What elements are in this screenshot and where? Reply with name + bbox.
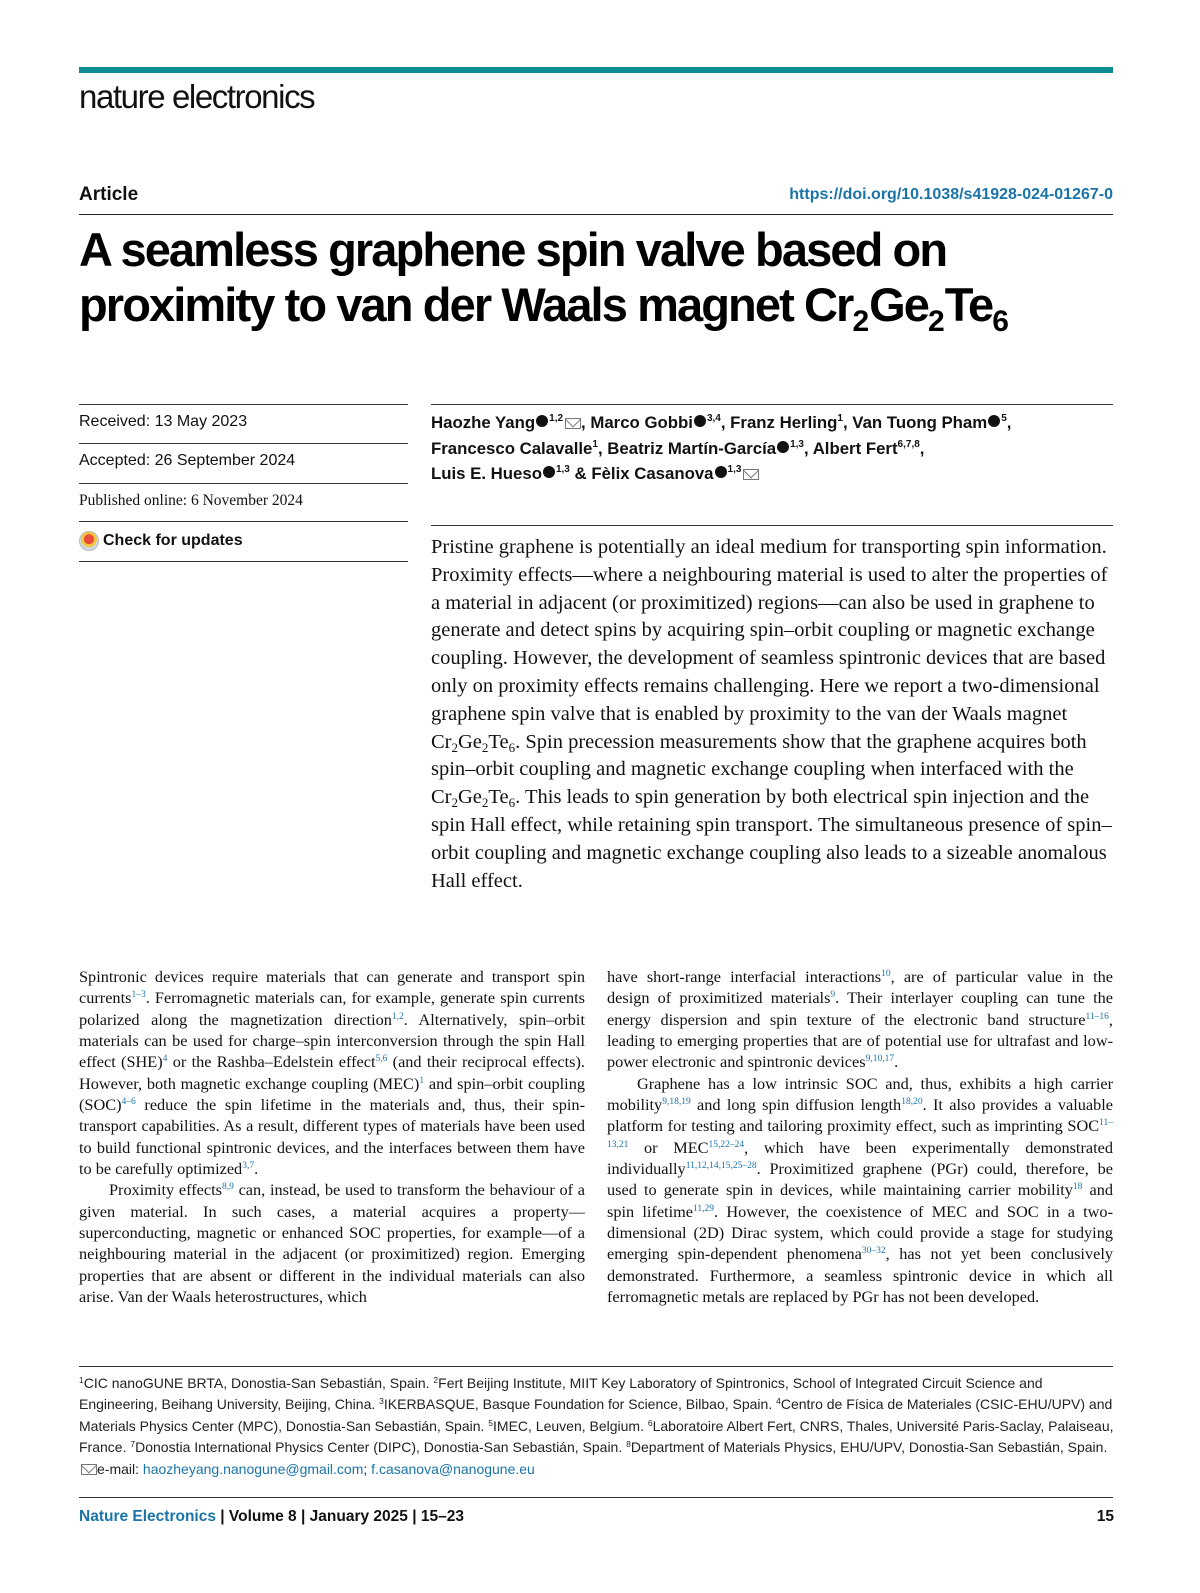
author-entry — [431, 464, 570, 483]
body-text: (and their reciprocal effects). However, both magnetic exchange coupling (MEC) — [79, 1052, 585, 1093]
orcid-icon[interactable] — [715, 466, 727, 478]
affiliation-text: IMEC, Leuven, Belgium. — [493, 1417, 648, 1434]
affiliation-number: 2 — [433, 1375, 439, 1385]
body-paragraph — [607, 1073, 1113, 1308]
footer-separator: | — [407, 1508, 421, 1525]
doi-link[interactable]: https://doi.org/10.1038/s41928-024-01267-0 — [789, 186, 1113, 203]
citation-ref[interactable]: 4 — [162, 1054, 168, 1065]
body-text: . Proximitized graphene (PGr) could, therefore, be used to generate spin in devices, while maintaining carrier mobility — [607, 1159, 1113, 1200]
title-subscript: 2 — [928, 305, 945, 338]
body-text: , are of particular value in the design of proximitized materials — [607, 967, 1113, 1008]
author-name[interactable]: Fèlix Casanova — [591, 464, 714, 483]
author-list — [431, 410, 1121, 487]
affiliation-number: 4 — [776, 1396, 781, 1407]
body-text: and spin lifetime — [607, 1180, 1114, 1221]
author-name[interactable]: Albert Fert — [812, 438, 898, 458]
body-text: and spin–orbit coupling (SOC) — [79, 1073, 585, 1115]
email-icon[interactable] — [565, 418, 581, 429]
citation-ref[interactable]: 1–3 — [131, 990, 146, 1001]
meta-rule-bottom — [79, 561, 408, 562]
citation-ref[interactable]: 9,18,19 — [662, 1097, 691, 1108]
subscript: 6 — [508, 739, 516, 755]
citation-ref[interactable]: 3,7 — [242, 1161, 255, 1172]
body-paragraph — [79, 966, 585, 1179]
meta-rule — [79, 521, 408, 522]
check-updates-label: Check for updates — [103, 532, 243, 549]
body-text: . Alternatively, spin–orbit materials can be used for charge–spin interconversion through the spin Hall effect (SHE) — [79, 1009, 585, 1072]
abstract-text: Te — [488, 730, 509, 753]
journal-accent-bar — [79, 67, 1113, 73]
meta-rule — [79, 483, 408, 484]
citation-ref[interactable]: 9,10,17 — [865, 1054, 895, 1065]
email-icon — [81, 1464, 97, 1475]
affiliation-text: Donostia International Physics Center (DIPC), Donostia-San Sebastián, Spain. — [135, 1439, 627, 1456]
body-text: . — [894, 1052, 899, 1072]
footer-pages: 15–23 — [420, 1508, 464, 1525]
title-line-2: proximity to van der Waals magnet Cr — [79, 278, 853, 331]
subscript: 2 — [451, 739, 458, 755]
body-text: . However, the coexistence of MEC and SOC in a two-dimensional (2D) Dirac system, which could provide a stage for studying emerging spin-dependent phenomena — [607, 1201, 1113, 1264]
citation-ref[interactable]: 9 — [830, 990, 836, 1001]
orcid-icon[interactable] — [694, 415, 706, 427]
citation-ref[interactable]: 18 — [1072, 1182, 1083, 1193]
author-name[interactable]: Francesco Calavalle — [431, 438, 593, 458]
body-text: Spintronic devices require materials that can generate and transport spin currents — [79, 967, 585, 1008]
subscript: 2 — [481, 795, 489, 811]
author-affiliation-ref: 1,3 — [727, 464, 742, 475]
abstract-text: Ge — [458, 786, 482, 809]
article-title — [79, 222, 1119, 338]
body-text: , which have been experimentally demonstrated individually — [607, 1137, 1113, 1179]
body-paragraph — [79, 1179, 585, 1307]
author-separator: & — [569, 464, 592, 483]
author-affiliation-ref: 1,3 — [555, 464, 570, 475]
footer-separator: | — [296, 1508, 310, 1525]
body-text: . Their interlayer coupling can tune the energy dispersion and spin texture of the electronic band structure — [607, 988, 1113, 1029]
citation-ref[interactable]: 18,20 — [901, 1097, 923, 1108]
title-subscript: 2 — [852, 305, 870, 338]
email-separator: ; — [363, 1460, 372, 1477]
author-separator: , — [597, 438, 608, 458]
title-element-ge: Ge — [869, 278, 929, 331]
citation-ref[interactable]: 11–13,21 — [607, 1118, 1113, 1150]
title-element-te: Te — [944, 278, 993, 331]
orcid-icon[interactable] — [777, 441, 789, 453]
citation-ref[interactable]: 1,2 — [391, 1011, 404, 1022]
author-entry — [431, 439, 598, 458]
author-entry — [730, 413, 843, 432]
body-text: Graphene has a low intrinsic SOC and, thus, exhibits a high carrier mobility — [607, 1073, 1113, 1115]
author-name[interactable]: Van Tuong Pham — [852, 413, 988, 432]
author-affiliation-ref: 1 — [592, 438, 598, 450]
abstract-text: Ge — [458, 730, 482, 753]
author-entry — [852, 413, 1006, 432]
author-separator: , — [1006, 413, 1012, 432]
citation-ref[interactable]: 15,22–24 — [708, 1139, 745, 1150]
author-name[interactable]: Beatriz Martín-García — [607, 438, 777, 458]
abstract-text: . Spin precession measurements show that the graphene acquires both spin–orbit coupling and magnetic exchange coupling when interfaced with the Cr — [431, 730, 1087, 809]
body-paragraph — [607, 966, 1113, 1073]
author-affiliation-ref: 6,7,8 — [897, 438, 920, 450]
citation-ref[interactable]: 4–6 — [121, 1097, 136, 1108]
affiliation-number: 3 — [379, 1396, 384, 1407]
footer-separator: | — [215, 1508, 229, 1525]
affiliation-text: Department of Materials Physics, EHU/UPV, Donostia-San Sebastián, Spain. — [630, 1439, 1108, 1456]
affiliation-number: 1 — [79, 1375, 84, 1385]
email-icon[interactable] — [743, 469, 759, 480]
footer-rule — [79, 1497, 1113, 1498]
published-date: Published online: 6 November 2024 — [79, 492, 303, 509]
citation-ref[interactable]: 1 — [419, 1075, 425, 1086]
abstract — [431, 534, 1121, 895]
email-label: e-mail: — [97, 1460, 143, 1477]
title-line-1: A seamless graphene spin valve based on — [79, 223, 947, 276]
author-separator: , — [842, 413, 853, 432]
body-column-left — [79, 966, 585, 1308]
author-affiliation-ref: 5 — [1001, 413, 1007, 424]
received-date: Received: 13 May 2023 — [79, 413, 248, 430]
author-name[interactable]: Haozhe Yang — [431, 413, 536, 432]
body-text: and long spin diffusion length — [690, 1095, 902, 1115]
author-name[interactable]: Luis E. Hueso — [431, 464, 542, 483]
title-subscript: 6 — [992, 305, 1009, 338]
authors-rule — [431, 404, 1113, 405]
body-text: have short-range interfacial interactions — [607, 967, 882, 986]
abstract-text: Te — [488, 786, 509, 809]
affiliation-text: Laboratoire Albert Fert, CNRS, Thales, Université Paris-Saclay, Palaiseau, France. — [79, 1417, 1114, 1456]
author-entry — [591, 464, 759, 483]
page-number: 15 — [1096, 1508, 1114, 1525]
abstract-text: . This leads to spin generation by both electrical spin injection and the spin Hall effect, while retaining spin transport. The simultaneous presence of spin–orbit coupling and magnetic exchange coupling also leads to a sizeable anomalous Hall effect. — [431, 786, 1112, 892]
citation-ref[interactable]: 11,12,14,15,25–28 — [685, 1161, 757, 1172]
author-affiliation-ref: 1,3 — [790, 438, 804, 450]
affiliation-list — [79, 1375, 1114, 1455]
subscript: 2 — [451, 795, 458, 811]
body-text: . Ferromagnetic materials can, for example, generate spin currents polarized along the magnetization direction — [79, 988, 585, 1029]
body-text: can, instead, be used to transform the behaviour of a given material. In such cases, a material acquires a property—superconducting, magnetic or enhanced SOC properties, for example—of a neighbouring material in the adjacent (or proximitized) region. Emerging properties that are absent or different in the individual materials can also arise. Van der Waals heterostructures, which — [79, 1180, 585, 1307]
author-entry — [813, 439, 920, 458]
body-text: or MEC — [628, 1137, 709, 1157]
body-column-right — [607, 966, 1113, 1308]
affiliations — [79, 1373, 1119, 1480]
title-rule — [79, 214, 1113, 215]
meta-rule — [79, 443, 408, 444]
affiliation-number: 8 — [626, 1439, 631, 1450]
body-text: . — [254, 1159, 259, 1179]
author-entry — [431, 413, 581, 432]
affiliation-number: 6 — [647, 1417, 653, 1428]
affiliation-text: Fert Beijing Institute, MIIT Key Laboratory of Spintronics, School of Integrated Circuit Science and Engineering, Beihang University, Beijing, China. — [79, 1375, 1043, 1413]
footer-journal-name: Nature Electronics — [79, 1508, 216, 1525]
affiliation-number: 7 — [130, 1439, 136, 1450]
author-entry — [607, 439, 804, 458]
abstract-rule — [431, 525, 1113, 526]
author-affiliation-ref: 1 — [837, 413, 843, 424]
article-type-label: Article — [79, 184, 139, 205]
meta-rule-top — [79, 404, 408, 405]
email-link[interactable]: f.casanova@nanogune.eu — [371, 1460, 535, 1477]
affiliation-text: Centro de Física de Materiales (CSIC-EHU/UPV) and Materials Physics Center (MPC), Donostia-San Sebastián, Spain. — [79, 1396, 1113, 1434]
body-text: or the Rashba–Edelstein effect — [167, 1052, 376, 1072]
citation-ref[interactable]: 11,29 — [693, 1203, 715, 1214]
subscript: 6 — [508, 795, 516, 811]
orcid-icon[interactable] — [536, 415, 548, 427]
author-separator: , — [581, 413, 591, 432]
affiliation-number: 5 — [488, 1417, 494, 1428]
author-name[interactable]: Marco Gobbi — [590, 413, 693, 432]
author-separator: , — [803, 438, 813, 458]
citation-ref[interactable]: 30–32 — [861, 1246, 886, 1257]
body-text: . It also provides a valuable platform for testing and tailoring proximity effect, such as imprinting SOC — [607, 1095, 1113, 1136]
email-link[interactable]: haozheyang.nanogune@gmail.com — [142, 1460, 364, 1477]
journal-logo: nature electronics — [79, 78, 315, 115]
author-separator: , — [919, 438, 925, 458]
author-affiliation-ref: 3,4 — [706, 413, 721, 424]
citation-ref[interactable]: 10 — [881, 969, 891, 979]
author-separator: , — [720, 413, 731, 432]
body-text: reduce the spin lifetime in the materials and, thus, their spin-transport capabilities. As a result, different types of materials have been used to build functional spintronic devices, and the interfaces between them have to be carefully optimized — [79, 1095, 585, 1179]
affiliation-text: CIC nanoGUNE BRTA, Donostia-San Sebastián, Spain. — [83, 1375, 434, 1391]
orcid-icon[interactable] — [988, 415, 1000, 427]
check-updates-icon — [79, 531, 99, 551]
body-text: Proximity effects — [109, 1180, 222, 1200]
citation-ref[interactable]: 8,9 — [221, 1182, 234, 1193]
author-name[interactable]: Franz Herling — [730, 413, 838, 432]
citation-ref[interactable]: 11–16 — [1085, 1011, 1109, 1022]
footer-volume: Volume 8 — [228, 1508, 297, 1525]
body-text: , has not yet been conclusively demonstrated. Furthermore, a seamless spintronic device in which all ferromagnetic metals are replaced by PGr has not been developed. — [607, 1244, 1113, 1307]
author-entry — [590, 413, 720, 432]
author-affiliation-ref: 1,2 — [549, 413, 564, 424]
citation-ref[interactable]: 5,6 — [375, 1054, 388, 1065]
abstract-text: Pristine graphene is potentially an ideal medium for transporting spin information. Proximity effects—where a neighbouring material is used to alter the properties of a material in adjacent (or proximitized) regions—can also be used in graphene to generate and detect spins by acquiring spin–orbit coupling or magnetic exchange coupling. However, the development of seamless spintronic devices that are based only on proximity effects remains challenging. Here we report a two-dimensional graphene spin valve that is enabled by proximity to the van der Waals magnet Cr — [431, 536, 1108, 753]
footer-citation — [79, 1508, 464, 1526]
body-text: , leading to emerging properties that are of potential use for ultrafast and low-power electronic and spintronic devices — [607, 1009, 1113, 1072]
subscript: 2 — [481, 739, 489, 755]
accepted-date: Accepted: 26 September 2024 — [79, 452, 296, 469]
check-for-updates-button[interactable] — [79, 531, 243, 551]
affiliation-text: IKERBASQUE, Basque Foundation for Science, Bilbao, Spain. — [383, 1396, 777, 1413]
orcid-icon[interactable] — [543, 466, 555, 478]
footer-date: January 2025 — [309, 1508, 408, 1525]
affiliations-rule — [79, 1366, 1113, 1367]
